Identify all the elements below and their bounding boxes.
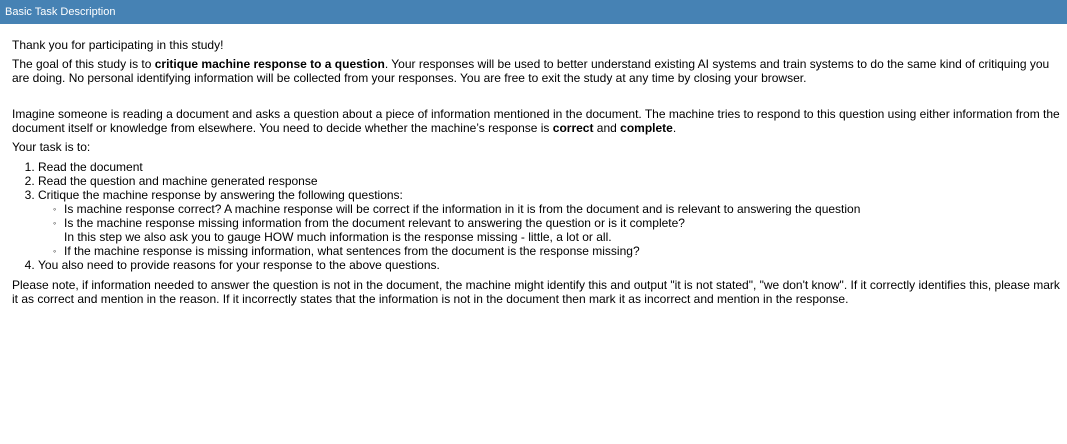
list-item	[38, 188, 1064, 258]
task-heading: Your task is to:	[12, 140, 91, 154]
step-1-text: Read the document	[38, 160, 143, 174]
step-2-text: Read the question and machine generated response	[38, 174, 318, 188]
note-paragraph: Please note, if information needed to answer the question is not in the document, the machine might identify this and output "it is not stated", "we don't know". If it correctly identifies this, please mark it as correct and mention in the reason. If it incorrectly states that the information is not in the document then mark it as incorrect and mention in the response.	[12, 278, 1060, 306]
goal-suffix: . Your responses will be used to better understand existing AI systems and train systems to do the same kind of critiquing you are doing. No personal identifying information will be collected from your responses. You are free to exit the study at any time by closing your browser.	[12, 57, 1050, 85]
critique-questions-list	[38, 202, 1064, 258]
task-steps-list	[12, 160, 1064, 272]
header-title: Basic Task Description	[5, 6, 116, 18]
scenario-bold-correct: correct	[552, 121, 594, 135]
hollow-bullet-icon: ◦	[53, 246, 57, 256]
header-bar	[0, 0, 1067, 24]
sub-item-1-text: Is machine response correct? A machine response will be correct if the information in it is from the document and is relevant to answering the question	[64, 202, 861, 216]
list-item	[38, 258, 1064, 272]
task-description	[12, 38, 1064, 306]
sub-item-2-note: In this step we also ask you to gauge HOW much information is the response missing - little, a lot or all.	[64, 230, 612, 244]
list-item	[38, 160, 1064, 174]
list-item	[53, 202, 1064, 216]
goal-emphasis: critique machine response to a question	[154, 57, 385, 71]
scenario-end: .	[672, 121, 677, 135]
sub-item-2-text: Is the machine response missing information from the document relevant to answering the question or is it complete?	[64, 216, 685, 230]
goal-paragraph	[12, 57, 1064, 85]
scenario-text: Imagine someone is reading a document and asks a question about a piece of information mentioned in the document. The machine tries to respond to this question using either information from the document itself or knowledge from elsewhere. You need to decide whether the machine’s response is	[12, 107, 1060, 135]
list-item	[53, 216, 1064, 244]
step-3-text: Critique the machine response by answering the following questions:	[38, 188, 403, 202]
scenario-bold-complete: complete	[620, 121, 673, 135]
list-item	[38, 174, 1064, 188]
goal-prefix: The goal of this study is to	[12, 57, 155, 71]
list-item	[53, 244, 1064, 258]
hollow-bullet-icon: ◦	[53, 204, 57, 214]
hollow-bullet-icon: ◦	[53, 218, 57, 228]
sub-item-3-text: If the machine response is missing information, what sentences from the document is the response missing?	[64, 244, 640, 258]
step-4-text: You also need to provide reasons for your response to the above questions.	[38, 258, 440, 272]
scenario-and: and	[593, 121, 621, 135]
thanks-text: Thank you for participating in this study!	[12, 38, 224, 52]
scenario-paragraph	[12, 107, 1064, 135]
